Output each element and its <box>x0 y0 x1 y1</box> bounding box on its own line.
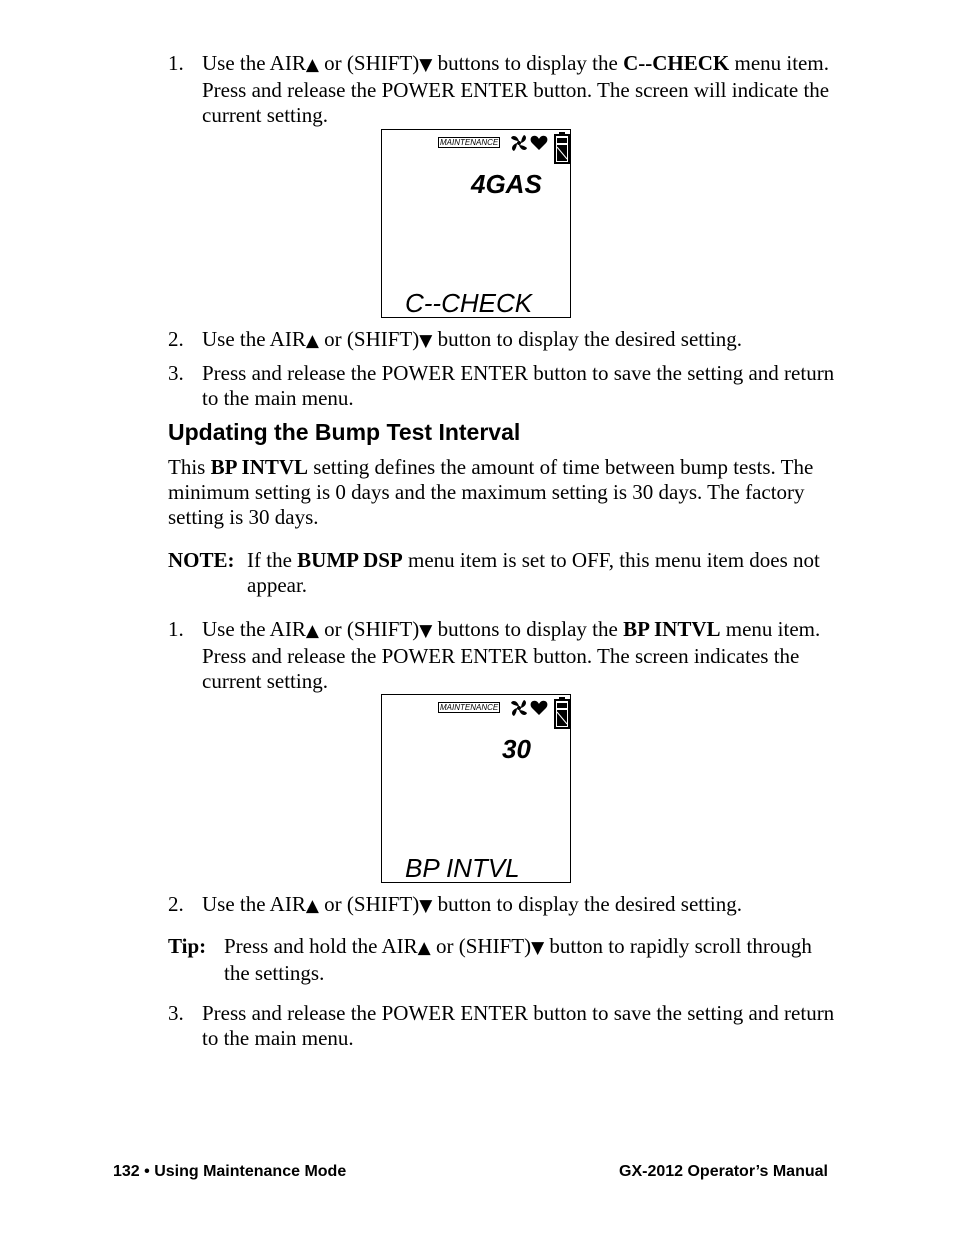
step-text-part: Use the AIR <box>202 51 306 75</box>
screen-value: 4GAS <box>471 169 542 199</box>
lcd-screen <box>381 694 571 883</box>
maintenance-badge: MAINTENANCE <box>440 138 499 147</box>
maintenance-badge: MAINTENANCE <box>440 703 499 712</box>
lcd-screen <box>381 129 571 318</box>
tip-text-part: or (SHIFT) <box>430 934 532 958</box>
footer-right: GX-2012 Operator’s Manual <box>619 1163 828 1180</box>
screen-value: 30 <box>502 734 531 764</box>
step-text-part: or (SHIFT) <box>318 892 420 916</box>
section-heading: Updating the Bump Test Interval <box>168 419 521 445</box>
up-arrow-icon: ▲ <box>305 55 319 75</box>
down-arrow-icon: ▼ <box>419 621 433 641</box>
step-text-part: button to display the desired setting. <box>432 892 743 916</box>
step-number: 1. <box>168 617 184 641</box>
intro-paragraph <box>168 455 848 530</box>
up-arrow-icon: ▲ <box>417 938 431 958</box>
step-number: 2. <box>168 327 184 351</box>
battery-icon <box>554 132 570 164</box>
up-arrow-icon: ▲ <box>305 621 319 641</box>
step-number: 2. <box>168 892 184 916</box>
fan-icon <box>509 133 529 153</box>
note-text <box>247 548 847 598</box>
tip-text <box>224 934 824 986</box>
tip-text-part: button to rapidly scroll through the settings. <box>224 934 812 985</box>
screen-label: BP INTVL <box>405 853 520 883</box>
heart-icon <box>530 700 548 716</box>
step-number: 1. <box>168 51 184 75</box>
step-text: Press and release the POWER ENTER button to save the setting and return to the main menu. <box>202 1001 835 1050</box>
step-text <box>202 617 847 694</box>
step-text-part: buttons to display the <box>432 51 624 75</box>
step-text: Press and release the POWER ENTER button to save the setting and return to the main menu. <box>202 361 835 410</box>
heart-icon <box>530 135 548 151</box>
screen-label: C--CHECK <box>405 288 533 318</box>
note-label: NOTE: <box>168 548 235 572</box>
step-text-part: or (SHIFT) <box>318 327 420 351</box>
step-text-part: Use the AIR <box>202 327 306 351</box>
down-arrow-icon: ▼ <box>419 331 433 351</box>
step-text-part: menu item. Press and release the POWER ENTER button. The screen indicates the current setting. <box>202 617 821 693</box>
setting-name: BP INTVL <box>210 455 309 479</box>
up-arrow-icon: ▲ <box>305 896 319 916</box>
intro-text-part: This <box>168 455 211 479</box>
intro-text-part: setting defines the amount of time between bump tests. The minimum setting is 0 days and the maximum setting is 30 days. The factory setting is 30 days. <box>168 455 814 529</box>
step-text-part: button to display the desired setting. <box>432 327 743 351</box>
fan-icon <box>509 698 529 718</box>
step-text-part: or (SHIFT) <box>318 51 420 75</box>
tip-label: Tip: <box>168 934 207 958</box>
down-arrow-icon: ▼ <box>531 938 545 958</box>
step-text-part: Use the AIR <box>202 617 306 641</box>
step-text <box>202 327 847 354</box>
step-text-part: buttons to display the <box>432 617 624 641</box>
step-text-part: Use the AIR <box>202 892 306 916</box>
step-number: 3. <box>168 1001 184 1025</box>
footer-left: 132 • Using Maintenance Mode <box>113 1163 347 1180</box>
note-text-part: menu item is set to OFF, this menu item does not appear. <box>247 548 820 597</box>
up-arrow-icon: ▲ <box>305 331 319 351</box>
tip-text-part: Press and hold the AIR <box>224 934 418 958</box>
step-text <box>202 51 847 128</box>
step-text-part: or (SHIFT) <box>318 617 420 641</box>
note-text-part: If the <box>247 548 298 572</box>
step-number: 3. <box>168 361 184 385</box>
battery-icon <box>554 697 570 729</box>
menu-item-name: C--CHECK <box>623 51 730 75</box>
menu-item-name: BP INTVL <box>623 617 721 641</box>
menu-item-name: BUMP DSP <box>297 548 403 572</box>
step-text <box>202 892 847 919</box>
step-text-part: menu item. Press and release the POWER ENTER button. The screen will indicate the current setting. <box>202 51 830 127</box>
down-arrow-icon: ▼ <box>419 55 433 75</box>
down-arrow-icon: ▼ <box>419 896 433 916</box>
